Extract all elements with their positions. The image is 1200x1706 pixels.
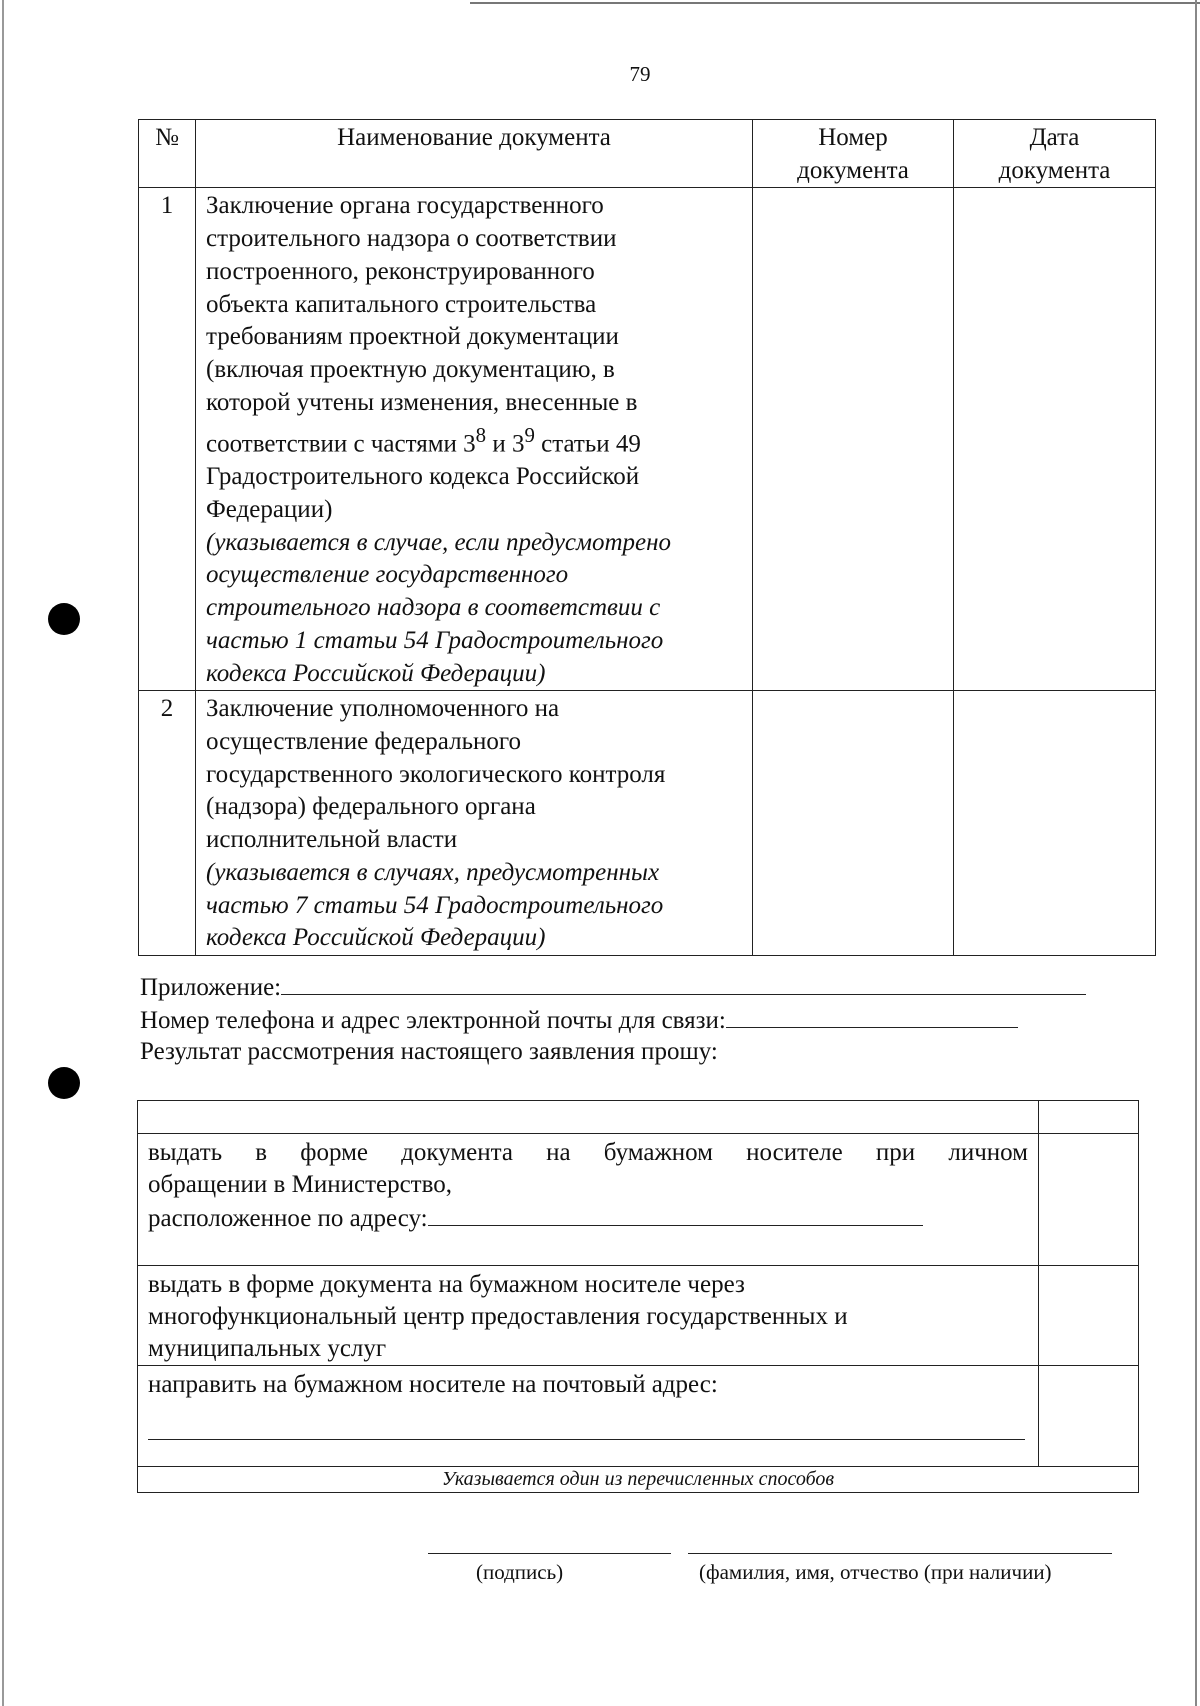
header-num: № (139, 120, 196, 188)
document-note-line: частью 1 статьи 54 Градостроительного (206, 626, 664, 654)
document-name-line: Заключение уполномоченного на (206, 695, 560, 723)
option-address-line (148, 1201, 1028, 1235)
row-document-name (196, 188, 753, 691)
text-fragment: статьи 49 (534, 430, 641, 458)
header-doc-date (954, 120, 1156, 188)
full-name-caption: (фамилия, имя, отчество (при наличии) (699, 1560, 1052, 1584)
row-number: 1 (139, 188, 196, 691)
attachment-label: Приложение: (140, 974, 282, 1001)
page-number: 79 (629, 62, 651, 86)
document-note-line: строительного надзора в соответствии с (206, 594, 661, 622)
option-line: муниципальных услуг (148, 1335, 387, 1362)
option-address-label: расположенное по адресу: (148, 1205, 428, 1232)
header-doc-date-line: документа (998, 156, 1111, 184)
header-doc-number-line: Номер (818, 124, 888, 151)
option-checkbox[interactable] (1039, 1366, 1139, 1467)
document-name-line: (надзора) федерального органа (206, 793, 536, 821)
document-note-line: осуществление государственного (206, 561, 569, 589)
document-note-line: кодекса Российской Федерации) (206, 659, 546, 687)
punch-hole-bottom (48, 1067, 80, 1099)
punch-hole-top (48, 603, 80, 635)
document-name-line: осуществление федерального (206, 727, 522, 755)
delivery-option-row (138, 1266, 1139, 1366)
document-name-line: построенного, реконструированного (206, 257, 595, 285)
result-label: Результат рассмотрения настоящего заявления прошу: (140, 1038, 718, 1065)
document-name-line-with-superscripts (206, 419, 746, 461)
doc-number-cell[interactable] (753, 691, 954, 956)
header-doc-number (753, 120, 954, 188)
row-number: 2 (139, 691, 196, 956)
signature-line[interactable] (428, 1553, 671, 1554)
document-name-line: государственного экологического контроля (206, 760, 666, 788)
contact-label: Номер телефона и адрес электронной почты для связи: (140, 1007, 726, 1034)
delivery-option-mfc (138, 1266, 1039, 1366)
postal-address-input-line[interactable] (148, 1401, 1025, 1440)
header-doc-date-line: Дата (1029, 124, 1080, 151)
document-name-line: Федерации) (206, 496, 333, 524)
table-row (139, 188, 1156, 691)
header-name: Наименование документа (196, 120, 753, 188)
text-fragment: соответствии с частями 3 (206, 430, 476, 458)
document-note-line: кодекса Российской Федерации) (206, 924, 546, 952)
document-name-line: объекта капитального строительства (206, 290, 597, 318)
document-note-line: частью 7 статьи 54 Градостроительного (206, 891, 664, 919)
delivery-method-table (137, 1100, 1139, 1493)
address-input-line[interactable] (428, 1201, 923, 1226)
option-line: выдать в форме документа на бумажном носителе через (148, 1271, 745, 1298)
document-note-line: (указывается в случаях, предусмотренных (206, 858, 660, 886)
option-line: направить на бумажном носителе на почтовый адрес: (148, 1371, 718, 1398)
signature-caption: (подпись) (476, 1560, 564, 1584)
document-name-line: строительного надзора о соответствии (206, 225, 617, 253)
delivery-header-box (1039, 1101, 1139, 1134)
document-name-line: исполнительной власти (206, 826, 458, 854)
delivery-option-row (138, 1134, 1139, 1266)
option-line: многофункциональный центр предоставления государственных и (148, 1303, 848, 1330)
contact-input-line[interactable] (726, 1003, 1018, 1028)
delivery-option-row (138, 1366, 1139, 1467)
option-line: выдать в форме документа на бумажном носителе при личном (148, 1139, 1028, 1166)
scan-edge-top (470, 2, 1200, 4)
document-name-line: требованиям проектной документации (206, 323, 619, 351)
contact-field (140, 1003, 1018, 1037)
table-row (139, 691, 1156, 956)
document-name-line: Заключение органа государственного (206, 192, 604, 220)
delivery-table-header-row (138, 1101, 1139, 1134)
document-name-line: которой учтены изменения, внесенные в (206, 388, 638, 416)
doc-date-cell[interactable] (954, 188, 1156, 691)
delivery-option-post (138, 1366, 1039, 1467)
documents-table (138, 119, 1156, 956)
header-doc-number-line: документа (797, 156, 909, 184)
text-fragment: и 3 (486, 430, 525, 458)
delivery-option-in-person (138, 1134, 1039, 1266)
scan-edge-right (1195, 0, 1197, 1706)
doc-date-cell[interactable] (954, 691, 1156, 956)
superscript: 8 (475, 423, 487, 448)
document-name-line: (включая проектную документацию, в (206, 355, 615, 383)
document-note-line: (указывается в случае, если предусмотрено (206, 528, 672, 556)
doc-number-cell[interactable] (753, 188, 954, 691)
delivery-note: Указывается один из перечисленных способов (138, 1467, 1139, 1493)
option-checkbox[interactable] (1039, 1134, 1139, 1266)
row-document-name (196, 691, 753, 956)
attachment-field (140, 970, 1086, 1004)
option-line: обращении в Министерство, (148, 1171, 452, 1198)
delivery-header-cell (138, 1101, 1039, 1134)
documents-table-header (139, 120, 1156, 188)
document-name-line: Градостроительного кодекса Российской (206, 463, 640, 491)
delivery-note-row (138, 1467, 1139, 1493)
scan-edge-left (2, 0, 4, 1706)
full-name-line[interactable] (688, 1553, 1112, 1554)
option-checkbox[interactable] (1039, 1266, 1139, 1366)
superscript: 9 (524, 423, 535, 448)
attachment-input-line[interactable] (281, 970, 1086, 995)
